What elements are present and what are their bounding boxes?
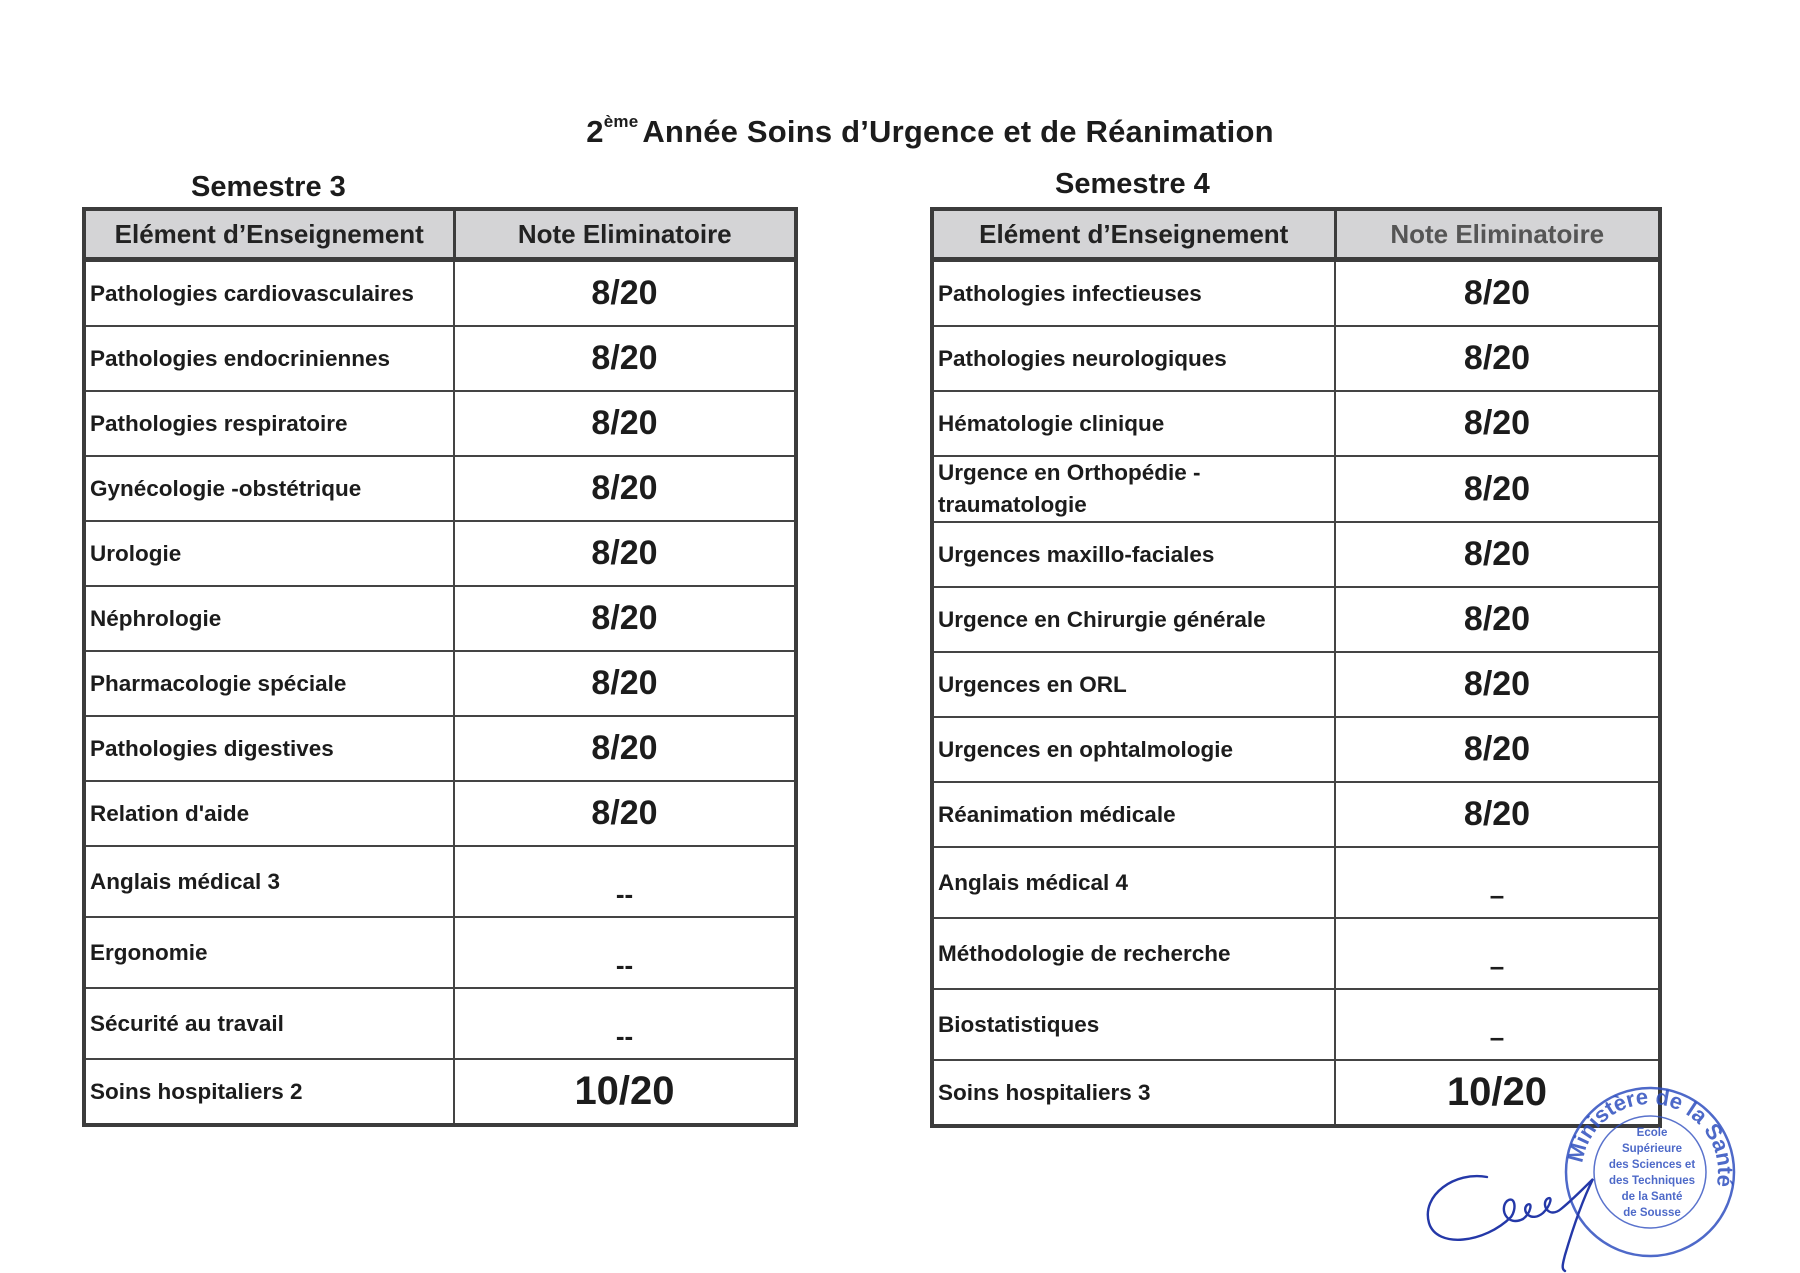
subject-cell: Urgences en ophtalmologie <box>932 717 1335 782</box>
table-row <box>932 587 1660 652</box>
table-row <box>84 716 796 781</box>
subject-cell: Pathologies digestives <box>84 716 454 781</box>
signature <box>1415 1165 1635 1273</box>
note-cell: 8/20 <box>454 781 796 846</box>
stamp-center-line: de la Santé <box>1621 1191 1683 1203</box>
table-row <box>84 326 796 391</box>
table-row <box>84 586 796 651</box>
note-cell: 8/20 <box>454 456 796 521</box>
title-superscript: ème <box>603 112 639 131</box>
subject-cell: Méthodologie de recherche <box>932 918 1335 989</box>
note-cell: -- <box>454 917 796 988</box>
semestre-3-table <box>82 207 798 1127</box>
note-cell: 8/20 <box>1335 587 1660 652</box>
note-cell: – <box>1335 847 1660 918</box>
note-cell: -- <box>454 846 796 917</box>
note-cell: -- <box>454 988 796 1059</box>
stamp-center-line: de Sousse <box>1623 1207 1681 1219</box>
table-row <box>932 918 1660 989</box>
table-row <box>932 326 1660 391</box>
title-text: Année Soins d’Urgence et de Réanimation <box>642 114 1274 149</box>
note-cell: 10/20 <box>454 1059 796 1125</box>
note-cell: 8/20 <box>454 651 796 716</box>
note-cell: 8/20 <box>1335 782 1660 847</box>
note-cell: 8/20 <box>454 716 796 781</box>
note-cell: 8/20 <box>1335 260 1660 327</box>
table-row <box>84 1059 796 1125</box>
table-row <box>84 988 796 1059</box>
subject-cell: Soins hospitaliers 2 <box>84 1059 454 1125</box>
note-cell: – <box>1335 918 1660 989</box>
title-number: 2 <box>586 114 604 149</box>
table-header-row <box>932 209 1660 260</box>
note-cell: 8/20 <box>454 326 796 391</box>
subject-cell: Néphrologie <box>84 586 454 651</box>
header-element: Elément d’Enseignement <box>84 209 454 260</box>
table-row <box>932 717 1660 782</box>
table-row <box>84 651 796 716</box>
semestre-4-table <box>930 207 1662 1128</box>
subject-cell: Soins hospitaliers 3 <box>932 1060 1335 1126</box>
subject-cell: Pathologies cardiovasculaires <box>84 260 454 327</box>
table-row <box>84 260 796 327</box>
page-title <box>0 112 1800 150</box>
subject-cell: Biostatistiques <box>932 989 1335 1060</box>
table-row <box>932 989 1660 1060</box>
subject-cell: Pathologies endocriniennes <box>84 326 454 391</box>
subject-cell: Pathologies neurologiques <box>932 326 1335 391</box>
table-row <box>932 1060 1660 1126</box>
stamp-ring-text: Ministère de la Santé <box>1562 1083 1739 1189</box>
table-row <box>84 391 796 456</box>
stamp-center-line: Ecole <box>1636 1127 1668 1139</box>
stamp-center-line: Supérieure <box>1621 1143 1683 1155</box>
note-cell: – <box>1335 989 1660 1060</box>
subject-cell: Pharmacologie spéciale <box>84 651 454 716</box>
subject-cell: Ergonomie <box>84 917 454 988</box>
stamp-center-line: des Sciences et <box>1608 1159 1696 1171</box>
subject-cell: Urgence en Orthopédie - traumatologie <box>932 456 1335 522</box>
subject-cell: Anglais médical 3 <box>84 846 454 917</box>
note-cell: 8/20 <box>454 586 796 651</box>
note-cell: 8/20 <box>1335 391 1660 456</box>
subject-cell: Gynécologie -obstétrique <box>84 456 454 521</box>
header-element: Elément d’Enseignement <box>932 209 1335 260</box>
note-cell: 8/20 <box>1335 326 1660 391</box>
note-cell: 10/20 <box>1335 1060 1660 1126</box>
table-row <box>84 521 796 586</box>
note-cell: 8/20 <box>1335 652 1660 717</box>
note-cell: 8/20 <box>1335 522 1660 587</box>
note-cell: 8/20 <box>1335 456 1660 522</box>
note-cell: 8/20 <box>454 521 796 586</box>
note-cell: 8/20 <box>454 391 796 456</box>
subject-cell: Relation d'aide <box>84 781 454 846</box>
table-row <box>84 846 796 917</box>
subject-cell: Anglais médical 4 <box>932 847 1335 918</box>
subject-cell: Pathologies infectieuses <box>932 260 1335 327</box>
subject-cell: Hématologie clinique <box>932 391 1335 456</box>
header-note: Note Eliminatoire <box>1335 209 1660 260</box>
table-row <box>932 522 1660 587</box>
note-cell: 8/20 <box>454 260 796 327</box>
semestre-3-heading: Semestre 3 <box>191 171 346 203</box>
note-cell: 8/20 <box>1335 717 1660 782</box>
subject-cell: Urgences en ORL <box>932 652 1335 717</box>
subject-cell: Urgences maxillo-faciales <box>932 522 1335 587</box>
subject-cell: Réanimation médicale <box>932 782 1335 847</box>
table-header-row <box>84 209 796 260</box>
semestre-4-heading: Semestre 4 <box>1055 168 1210 200</box>
table-row <box>84 917 796 988</box>
subject-cell: Urologie <box>84 521 454 586</box>
table-row <box>932 847 1660 918</box>
stamp-center-line: des Techniques <box>1608 1175 1696 1187</box>
table-row <box>932 391 1660 456</box>
table-row <box>932 260 1660 327</box>
table-row <box>932 782 1660 847</box>
subject-cell: Pathologies respiratoire <box>84 391 454 456</box>
header-note: Note Eliminatoire <box>454 209 796 260</box>
subject-cell: Urgence en Chirurgie générale <box>932 587 1335 652</box>
table-row <box>932 456 1660 522</box>
table-row <box>84 781 796 846</box>
table-row <box>84 456 796 521</box>
table-row <box>932 652 1660 717</box>
subject-cell: Sécurité au travail <box>84 988 454 1059</box>
